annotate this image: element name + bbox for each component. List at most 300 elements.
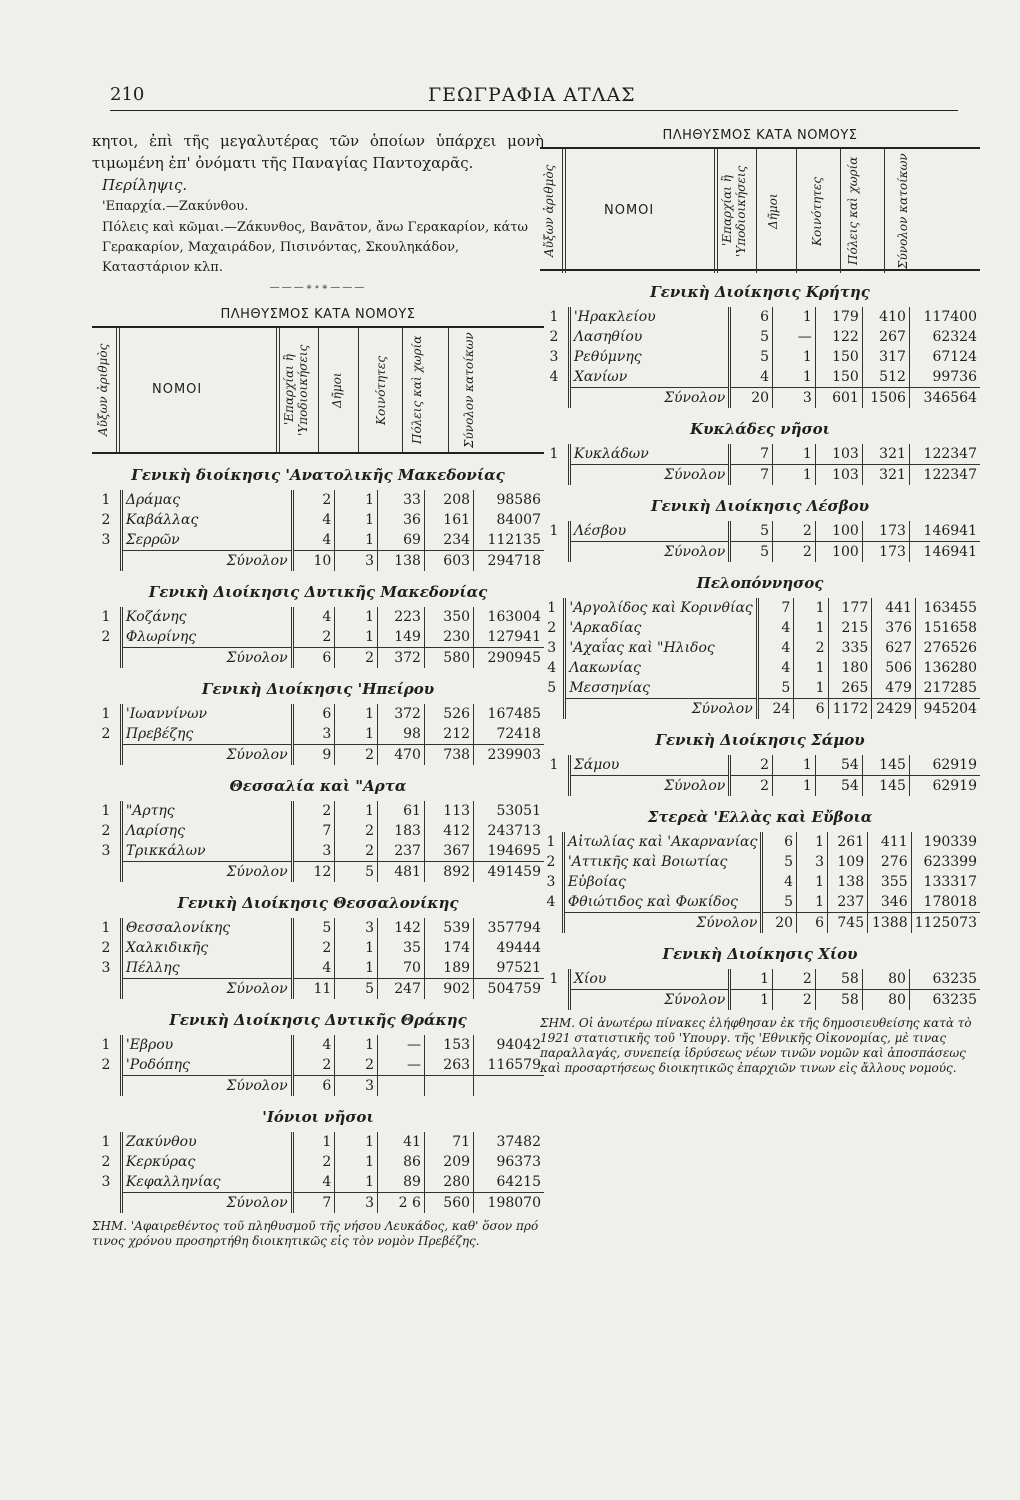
row-number-empty <box>540 990 569 1011</box>
total-pol: 1388 <box>868 913 911 934</box>
total-dim: 3 <box>773 388 816 409</box>
total-row <box>92 1076 544 1097</box>
cell-koin: 372 <box>377 704 424 724</box>
cell-ep: 2 <box>292 1055 335 1076</box>
table-row <box>540 598 980 618</box>
table-row <box>92 958 544 979</box>
cell-tot: 163455 <box>915 598 980 618</box>
population-table <box>540 755 980 796</box>
cell-ep: 3 <box>292 724 335 745</box>
cell-ep: 5 <box>730 327 773 347</box>
cell-dim: 1 <box>335 801 378 821</box>
nomos-name: Φλωρίνης <box>125 629 197 645</box>
total-ep: 1 <box>730 990 773 1011</box>
total-pol: 1506 <box>862 388 909 409</box>
section-title: Πελοπόννησος <box>696 574 824 592</box>
row-number-empty <box>92 1076 121 1097</box>
cell-dim: 2 <box>335 1055 378 1076</box>
cell-koin: 149 <box>377 627 424 648</box>
row-number: 1 <box>92 607 121 627</box>
total-dim: 6 <box>797 913 828 934</box>
cell-ep: 4 <box>762 872 797 892</box>
table-row <box>92 1132 544 1152</box>
row-number: 2 <box>92 938 121 958</box>
cell-tot: 117400 <box>909 307 980 327</box>
cell-pol: 80 <box>862 969 909 990</box>
table-row <box>540 638 980 658</box>
row-number: 3 <box>92 1172 121 1193</box>
cell-koin: 138 <box>827 872 867 892</box>
table-row <box>92 1172 544 1193</box>
nomos-name: Σερρῶν <box>125 532 180 548</box>
section-title: Στερεὰ 'Ελλὰς καὶ Εὔβοια <box>647 808 873 826</box>
section-title: Γενικὴ Διοίκησις Σάμου <box>655 731 865 749</box>
total-row <box>92 745 544 766</box>
cell-pol: 355 <box>868 872 911 892</box>
total-row <box>92 648 544 669</box>
cell-koin: 103 <box>815 444 862 465</box>
row-number: 2 <box>92 1055 121 1076</box>
row-number: 2 <box>540 852 563 872</box>
cell-pol: 263 <box>424 1055 473 1076</box>
row-number: 2 <box>92 627 121 648</box>
nomos-name: 'Ιωαννίνων <box>125 706 208 722</box>
cell-ep: 4 <box>292 510 335 530</box>
cell-dim: 2 <box>794 638 828 658</box>
table-row <box>540 832 980 852</box>
cell-pol: 350 <box>424 607 473 627</box>
table-row <box>92 490 544 510</box>
table-row <box>540 367 980 388</box>
table-row <box>540 444 980 465</box>
population-table <box>92 801 544 882</box>
total-label: Σύνολον <box>563 913 762 934</box>
row-number-empty <box>540 465 569 486</box>
population-table <box>92 704 544 765</box>
population-table <box>540 598 980 719</box>
cell-pol: 412 <box>424 821 473 841</box>
cell-dim: 3 <box>335 918 378 938</box>
total-dim: 1 <box>773 465 816 486</box>
cell-tot: 62324 <box>909 327 980 347</box>
table-row <box>92 821 544 841</box>
total-koin: 54 <box>815 776 862 797</box>
page-title: ΓΕΩΓΡΑΦΙΑ ΑΤΛΑΣ <box>428 84 636 106</box>
header-divider <box>562 149 563 273</box>
section-title: Κυκλάδες νῆσοι <box>690 420 830 438</box>
cell-tot: 623399 <box>911 852 980 872</box>
population-table <box>92 1132 544 1213</box>
population-table <box>540 832 980 933</box>
total-dim: 2 <box>773 990 816 1011</box>
header-divider <box>717 149 718 273</box>
total-koin: 470 <box>377 745 424 766</box>
table-row <box>540 327 980 347</box>
cell-koin: — <box>377 1055 424 1076</box>
cell-koin: 335 <box>828 638 872 658</box>
row-number: 2 <box>92 724 121 745</box>
total-pol: 321 <box>862 465 909 486</box>
cell-dim: 1 <box>335 490 378 510</box>
row-number: 2 <box>92 821 121 841</box>
table-row <box>92 1035 544 1055</box>
total-ep: 7 <box>292 1193 335 1214</box>
left-column <box>92 130 544 1249</box>
cell-pol: 411 <box>868 832 911 852</box>
cell-ep: 4 <box>292 958 335 979</box>
row-number: 1 <box>540 307 569 327</box>
total-row <box>540 542 980 563</box>
nomos-name: Αἰτωλίας καὶ 'Ακαρνανίας <box>567 834 758 850</box>
table-row <box>92 510 544 530</box>
total-pol: 560 <box>424 1193 473 1214</box>
total-pol: 145 <box>862 776 909 797</box>
cell-tot: 116579 <box>474 1055 544 1076</box>
nomos-name: Τρικκάλων <box>125 843 206 859</box>
header-num: Αὔξων ἀριθμὸς <box>96 343 110 437</box>
cell-ep: 5 <box>762 892 797 913</box>
total-tot: 346564 <box>909 388 980 409</box>
nomos-name: Πέλλης <box>125 960 180 976</box>
header-divider <box>119 328 120 452</box>
row-number: 3 <box>92 530 121 551</box>
total-label: Σύνολον <box>121 648 292 669</box>
cell-pol: 161 <box>424 510 473 530</box>
intro-text <box>92 130 544 278</box>
cell-ep: 4 <box>292 607 335 627</box>
header-nomoi: ΝΟΜΟΙ <box>604 203 655 218</box>
table-row <box>540 852 980 872</box>
cell-tot: 112135 <box>474 530 544 551</box>
cell-dim: 1 <box>335 724 378 745</box>
table-row <box>540 892 980 913</box>
section-title: Γενικὴ Διοίκησις Λέσβου <box>651 497 869 515</box>
cell-ep: 6 <box>730 307 773 327</box>
header-divider <box>796 149 797 273</box>
population-table <box>92 1035 544 1096</box>
cell-dim: 1 <box>773 307 816 327</box>
total-label: Σύνολον <box>121 745 292 766</box>
population-table <box>92 490 544 571</box>
cell-ep: 4 <box>730 367 773 388</box>
row-number-empty <box>540 913 563 934</box>
nomos-name: 'Ροδόπης <box>125 1057 190 1073</box>
row-number-empty <box>92 745 121 766</box>
cell-koin: 223 <box>377 607 424 627</box>
cell-pol: 230 <box>424 627 473 648</box>
cell-pol: 506 <box>872 658 916 678</box>
cell-dim: 1 <box>773 755 816 776</box>
row-number: 1 <box>92 918 121 938</box>
header-divider <box>714 149 715 273</box>
population-table <box>540 307 980 408</box>
row-number: 3 <box>540 347 569 367</box>
nomos-name: 'Αρκαδίας <box>569 620 642 636</box>
total-tot: 198070 <box>474 1193 544 1214</box>
cell-ep: 5 <box>292 918 335 938</box>
cell-dim: 1 <box>335 1132 378 1152</box>
nomos-name: Λακωνίας <box>569 660 641 676</box>
total-label: Σύνολον <box>121 1076 292 1097</box>
header-poleis: Πόλεις καὶ χωρία <box>846 156 860 266</box>
cell-koin: 122 <box>815 327 862 347</box>
section-title: Θεσσαλία καὶ "Αρτα <box>229 777 407 795</box>
cell-tot: 167485 <box>474 704 544 724</box>
header-divider <box>565 149 566 273</box>
row-number: 1 <box>92 704 121 724</box>
cell-pol: 153 <box>424 1035 473 1055</box>
total-row <box>540 699 980 720</box>
header-dimoi: Δῆμοι <box>330 372 344 408</box>
total-ep: 12 <box>292 862 335 883</box>
cell-pol: 276 <box>868 852 911 872</box>
total-label: Σύνολον <box>565 699 757 720</box>
total-label: Σύνολον <box>569 465 729 486</box>
total-ep: 6 <box>292 1076 335 1097</box>
total-koin: 1172 <box>828 699 872 720</box>
cell-pol: 410 <box>862 307 909 327</box>
total-ep: 7 <box>730 465 773 486</box>
cell-pol: 479 <box>872 678 916 699</box>
row-number-empty <box>92 862 121 883</box>
cell-ep: 4 <box>757 618 794 638</box>
row-number-empty <box>92 979 121 1000</box>
header-eparchies: 'Επαρχίαι ἢ 'Υποδιοικήσεις <box>720 165 748 257</box>
table-row <box>540 347 980 367</box>
cell-koin: 86 <box>377 1152 424 1172</box>
cell-koin: 35 <box>377 938 424 958</box>
cell-pol: 627 <box>872 638 916 658</box>
cell-tot: 133317 <box>911 872 980 892</box>
section-title: Γενικὴ Διοίκησις Δυτικῆς Θράκης <box>169 1011 467 1029</box>
cell-dim: 1 <box>335 607 378 627</box>
cell-pol: 512 <box>862 367 909 388</box>
cell-dim: 2 <box>773 969 816 990</box>
cell-tot: 99736 <box>909 367 980 388</box>
cell-koin: 33 <box>377 490 424 510</box>
row-number: 3 <box>540 638 565 658</box>
cell-pol: 212 <box>424 724 473 745</box>
total-koin: 372 <box>377 648 424 669</box>
total-koin: 100 <box>815 542 862 563</box>
table-row <box>92 801 544 821</box>
cell-pol: 317 <box>862 347 909 367</box>
cell-pol: 441 <box>872 598 916 618</box>
row-number-empty <box>540 776 569 797</box>
cell-tot: 194695 <box>474 841 544 862</box>
nomos-name: Κεφαλληνίας <box>125 1174 221 1190</box>
total-label: Σύνολον <box>121 979 292 1000</box>
nomos-name: Θεσσαλονίκης <box>125 920 231 936</box>
cell-tot: 98586 <box>474 490 544 510</box>
table-row <box>540 307 980 327</box>
header-synolon: Σύνολον κατοίκων <box>462 332 476 448</box>
nomos-name: Μεσσηνίας <box>569 680 650 696</box>
row-number: 4 <box>540 367 569 388</box>
total-koin: 138 <box>377 551 424 572</box>
cell-pol: 189 <box>424 958 473 979</box>
cell-ep: 5 <box>757 678 794 699</box>
total-koin: 481 <box>377 862 424 883</box>
cell-ep: 4 <box>292 530 335 551</box>
header-divider <box>840 149 841 273</box>
total-dim: 2 <box>773 542 816 563</box>
header-divider <box>116 328 117 452</box>
total-pol: 902 <box>424 979 473 1000</box>
cell-tot: 53051 <box>474 801 544 821</box>
row-number: 2 <box>92 510 121 530</box>
total-dim: 2 <box>335 745 378 766</box>
nomos-name: Κυκλάδων <box>573 446 649 462</box>
total-row <box>92 862 544 883</box>
total-pol: 580 <box>424 648 473 669</box>
total-tot: 146941 <box>909 542 980 563</box>
cell-tot: 37482 <box>474 1132 544 1152</box>
cell-ep: 2 <box>292 627 335 648</box>
total-ep: 5 <box>730 542 773 563</box>
total-dim: 3 <box>335 551 378 572</box>
cell-dim: 1 <box>335 1035 378 1055</box>
row-number: 1 <box>540 832 563 852</box>
nomos-name: "Αρτης <box>125 803 175 819</box>
cell-koin: 142 <box>377 918 424 938</box>
row-number: 1 <box>92 1035 121 1055</box>
table-row <box>92 704 544 724</box>
cell-dim: 1 <box>335 510 378 530</box>
cell-tot: 178018 <box>911 892 980 913</box>
nomos-name: Εὐβοίας <box>567 874 626 890</box>
row-number-empty <box>540 542 569 563</box>
total-tot: 62919 <box>909 776 980 797</box>
table-row <box>540 521 980 542</box>
total-label: Σύνολον <box>121 551 292 572</box>
cell-ep: 6 <box>762 832 797 852</box>
cell-tot: 84007 <box>474 510 544 530</box>
row-number-empty <box>540 699 565 720</box>
cell-ep: 2 <box>292 490 335 510</box>
nomos-name: Ρεθύμνης <box>573 349 642 365</box>
header-divider <box>276 328 277 452</box>
row-number-empty <box>92 1193 121 1214</box>
cell-ep: 4 <box>292 1035 335 1055</box>
nomos-name: Χίου <box>573 971 607 987</box>
header-poleis: Πόλεις καὶ χωρία <box>410 335 424 445</box>
total-tot: 504759 <box>474 979 544 1000</box>
header-rule <box>110 110 958 111</box>
header-synolon: Σύνολον κατοίκων <box>896 153 910 269</box>
cell-ep: 2 <box>292 801 335 821</box>
table-row <box>92 607 544 627</box>
cell-ep: 1 <box>730 969 773 990</box>
nomos-name: Χαλκιδικῆς <box>125 940 209 956</box>
cell-dim: — <box>773 327 816 347</box>
cell-ep: 5 <box>730 347 773 367</box>
cell-koin: 215 <box>828 618 872 638</box>
nomos-name: Κερκύρας <box>125 1154 196 1170</box>
cell-ep: 4 <box>757 638 794 658</box>
nomos-name: Κοζάνης <box>125 609 187 625</box>
total-koin: 58 <box>815 990 862 1011</box>
cell-dim: 3 <box>797 852 828 872</box>
right-column <box>540 120 980 1076</box>
cell-koin: 69 <box>377 530 424 551</box>
cell-ep: 7 <box>730 444 773 465</box>
total-row <box>540 465 980 486</box>
table-row <box>92 938 544 958</box>
cell-pol: 173 <box>862 521 909 542</box>
row-number: 1 <box>92 1132 121 1152</box>
cell-tot: 276526 <box>915 638 980 658</box>
cell-ep: 2 <box>292 938 335 958</box>
cell-pol: 367 <box>424 841 473 862</box>
cell-tot: 190339 <box>911 832 980 852</box>
cell-dim: 1 <box>335 627 378 648</box>
total-row <box>92 1193 544 1214</box>
nomos-name: 'Αχαΐας καὶ "Ηλιδος <box>569 640 715 656</box>
column-header <box>92 326 544 454</box>
total-label: Σύνολον <box>569 776 729 797</box>
cell-koin: 89 <box>377 1172 424 1193</box>
cell-tot: 49444 <box>474 938 544 958</box>
header-divider <box>448 328 449 452</box>
cell-dim: 2 <box>773 521 816 542</box>
cell-pol: 234 <box>424 530 473 551</box>
total-dim: 2 <box>335 648 378 669</box>
cell-tot: 127941 <box>474 627 544 648</box>
total-ep: 2 <box>730 776 773 797</box>
table-row <box>540 618 980 638</box>
total-label: Σύνολον <box>569 990 729 1011</box>
header-divider <box>402 328 403 452</box>
total-label: Σύνολον <box>121 1193 292 1214</box>
page-number: 210 <box>110 84 145 105</box>
row-number: 1 <box>540 521 569 542</box>
cell-dim: 1 <box>773 347 816 367</box>
row-number: 2 <box>92 1152 121 1172</box>
population-table <box>92 607 544 668</box>
table-row <box>92 627 544 648</box>
total-dim: 5 <box>335 862 378 883</box>
total-koin: 247 <box>377 979 424 1000</box>
row-number-empty <box>92 648 121 669</box>
total-row <box>92 979 544 1000</box>
cell-dim: 1 <box>773 444 816 465</box>
total-koin: 103 <box>815 465 862 486</box>
nomos-name: 'Αττικῆς καὶ Βοιωτίας <box>567 854 728 870</box>
cell-tot: 64215 <box>474 1172 544 1193</box>
nomos-name: 'Εβρου <box>125 1037 174 1053</box>
total-pol <box>424 1076 473 1097</box>
cell-ep: 7 <box>757 598 794 618</box>
row-number: 5 <box>540 678 565 699</box>
cell-koin: 180 <box>828 658 872 678</box>
table-row <box>92 841 544 862</box>
total-ep: 11 <box>292 979 335 1000</box>
total-pol: 603 <box>424 551 473 572</box>
row-number: 3 <box>92 841 121 862</box>
nomos-name: Σάμου <box>573 757 620 773</box>
section-title: Γενικὴ Διοίκησις Θεσσαλονίκης <box>177 894 459 912</box>
total-dim: 1 <box>773 776 816 797</box>
nomos-name: Λαρίσης <box>125 823 185 839</box>
cell-ep: 5 <box>730 521 773 542</box>
cell-koin: — <box>377 1035 424 1055</box>
cell-pol: 174 <box>424 938 473 958</box>
table-row <box>92 724 544 745</box>
row-number: 3 <box>92 958 121 979</box>
cell-koin: 100 <box>815 521 862 542</box>
cell-ep: 7 <box>292 821 335 841</box>
